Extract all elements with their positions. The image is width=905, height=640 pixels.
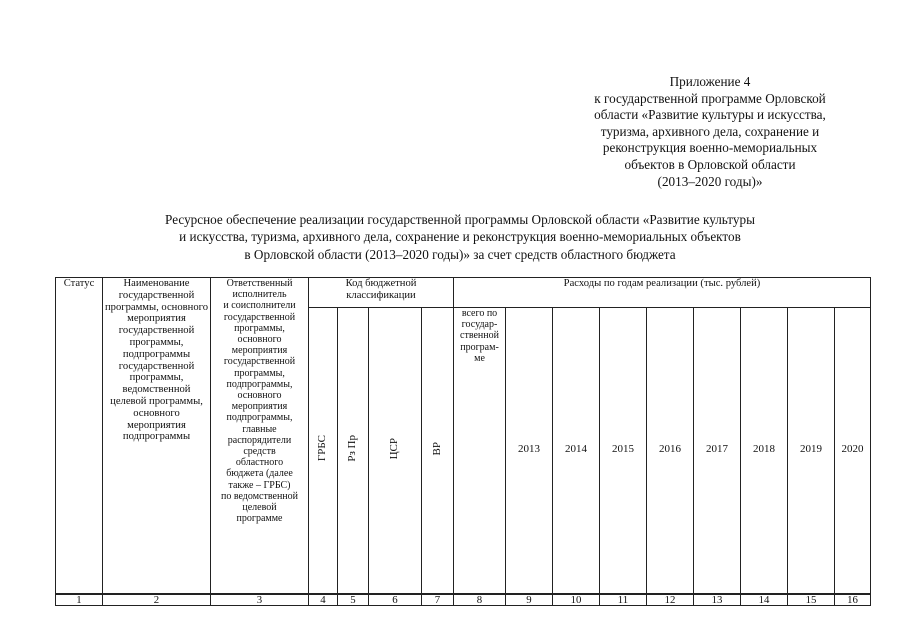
- header-year: 2018: [741, 308, 788, 594]
- column-number: 15: [788, 594, 835, 606]
- header-budget-code: Код бюджетной классификации: [309, 278, 454, 308]
- column-number: 13: [694, 594, 741, 606]
- document-title: [80, 211, 840, 263]
- resource-table: [55, 277, 871, 606]
- header-code-csr: ЦСР: [369, 308, 422, 594]
- column-number: 14: [741, 594, 788, 606]
- header-expenses: Расходы по годам реализации (тыс. рублей): [454, 278, 871, 308]
- title-line: Ресурсное обеспечение реализации государственной программы Орловской области «Развитие культуры: [165, 212, 755, 227]
- appendix-line: к государственной программе Орловской: [594, 90, 826, 106]
- header-year: 2016: [647, 308, 694, 594]
- header-name: Наименование государственной программы, основного мероприятия государственной программы, подпрограммы государственной программы, ведомственной целевой программы, основного мероприятия подпрограммы: [103, 278, 211, 594]
- column-number: 2: [103, 594, 211, 606]
- column-number: 4: [309, 594, 338, 606]
- column-number: 11: [600, 594, 647, 606]
- appendix-line: объектов в Орловской области: [624, 156, 796, 172]
- column-number: 7: [422, 594, 454, 606]
- appendix-line: (2013–2020 годы)»: [657, 173, 763, 189]
- appendix-line: реконструкция военно-мемориальных: [602, 140, 818, 156]
- header-executor: Ответственный исполнитель и соисполнители государственной программы, основного мероприятия государственной программы, подпрограммы, основного мероприятия подпрограммы, главные распорядители средств областного бюджета (далее также – ГРБС) по ведомственной целевой программе: [211, 278, 309, 594]
- column-number: 10: [553, 594, 600, 606]
- header-year: 2019: [788, 308, 835, 594]
- column-number: 8: [454, 594, 506, 606]
- appendix-line: области «Развитие культуры и искусства,: [594, 107, 826, 123]
- header-code-grbs: ГРБС: [309, 308, 338, 594]
- header-status: Статус: [56, 278, 103, 594]
- column-number-row: [56, 594, 871, 606]
- header-year: 2020: [835, 308, 871, 594]
- column-number: 6: [369, 594, 422, 606]
- column-number: 5: [338, 594, 369, 606]
- title-line: и искусства, туризма, архивного дела, сохранение и реконструкция военно-мемориальных объектов: [179, 229, 741, 245]
- column-number: 3: [211, 594, 309, 606]
- column-number: 16: [835, 594, 871, 606]
- column-number: 12: [647, 594, 694, 606]
- column-number: 1: [56, 594, 103, 606]
- column-number: 9: [506, 594, 553, 606]
- appendix-header: [560, 74, 860, 190]
- appendix-line: туризма, архивного дела, сохранение и: [600, 123, 820, 139]
- header-code-rzpr: Рз Пр: [338, 308, 369, 594]
- title-line: в Орловской области (2013–2020 годы)» за счет средств областного бюджета: [244, 246, 676, 262]
- header-total: всего по государ- ственной програм- ме: [454, 308, 506, 594]
- header-code-vr: ВР: [422, 308, 454, 594]
- appendix-line: Приложение 4: [669, 74, 751, 89]
- header-year: 2015: [600, 308, 647, 594]
- header-year: 2014: [553, 308, 600, 594]
- header-year: 2013: [506, 308, 553, 594]
- header-year: 2017: [694, 308, 741, 594]
